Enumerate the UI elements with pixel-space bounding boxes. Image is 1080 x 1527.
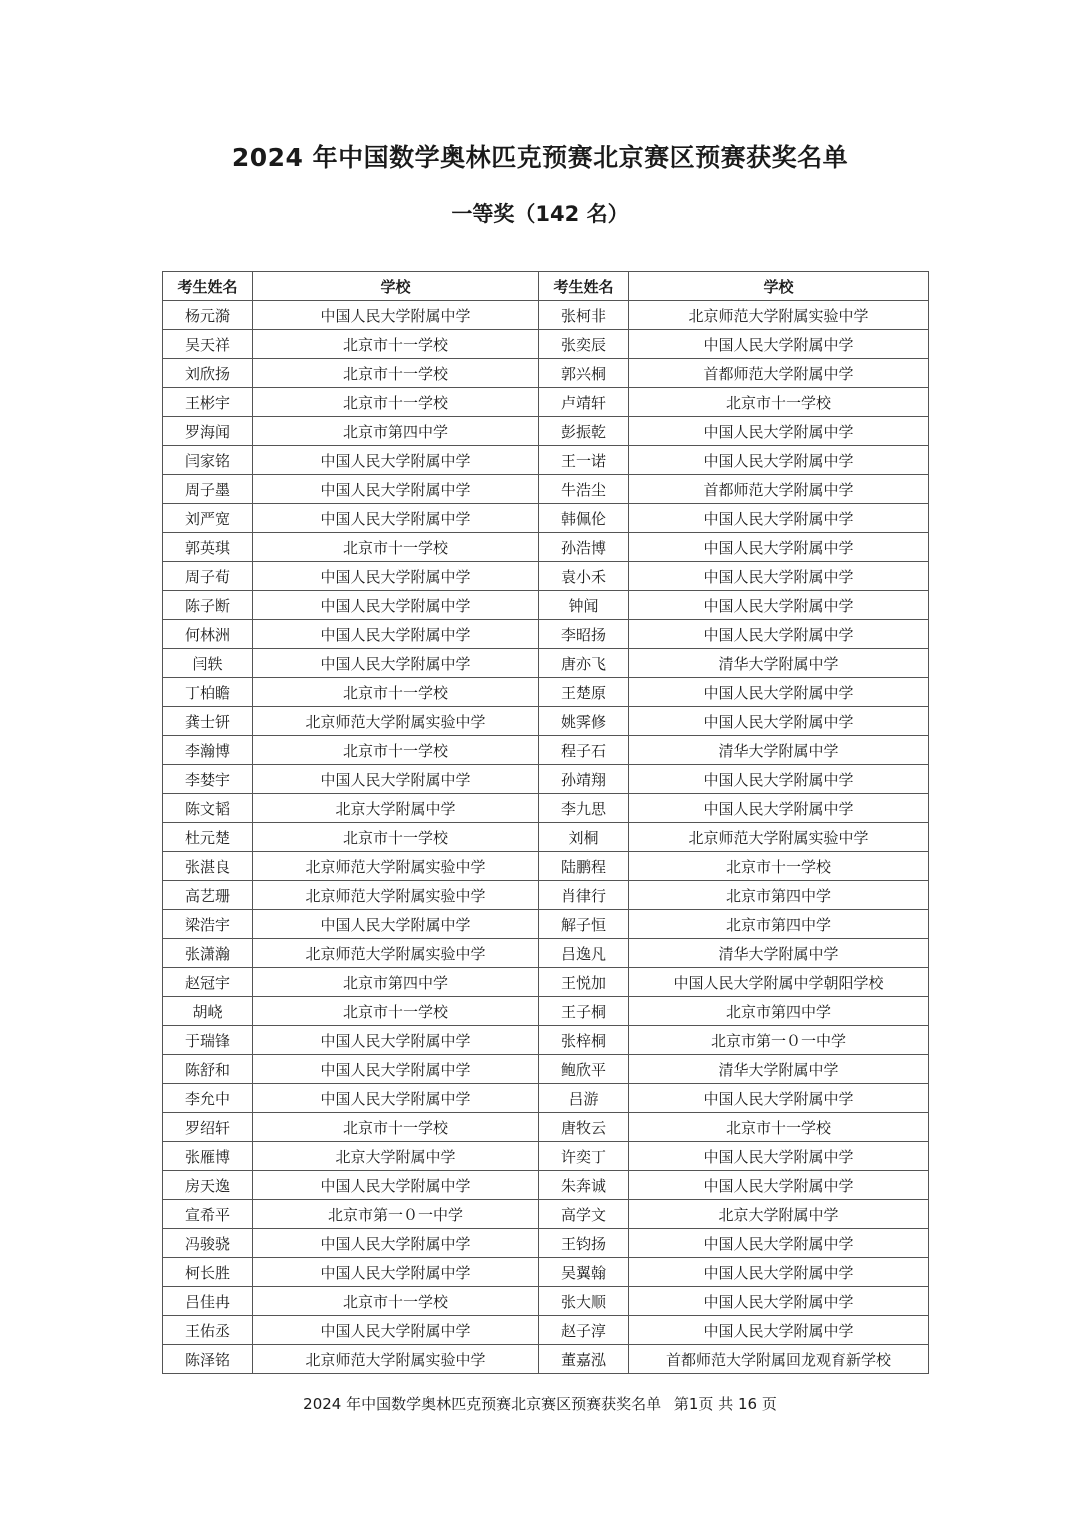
cell-name-right: 王悦加: [539, 968, 629, 997]
cell-school-right: 北京市十一学校: [629, 388, 929, 417]
cell-name-left: 张雁博: [163, 1142, 253, 1171]
cell-name-right: 吕游: [539, 1084, 629, 1113]
table-row: [163, 1229, 929, 1258]
cell-school-left: 北京市十一学校: [253, 388, 539, 417]
cell-school-left: 北京市第一０一中学: [253, 1200, 539, 1229]
cell-school-left: 北京师范大学附属实验中学: [253, 852, 539, 881]
table-row: [163, 678, 929, 707]
cell-school-right: 清华大学附属中学: [629, 939, 929, 968]
cell-name-right: 李昭扬: [539, 620, 629, 649]
cell-school-right: 清华大学附属中学: [629, 649, 929, 678]
cell-school-left: 中国人民大学附属中学: [253, 504, 539, 533]
cell-school-right: 清华大学附属中学: [629, 1055, 929, 1084]
cell-name-left: 张湛良: [163, 852, 253, 881]
cell-name-left: 宣希平: [163, 1200, 253, 1229]
cell-school-left: 中国人民大学附属中学: [253, 1229, 539, 1258]
cell-school-left: 中国人民大学附属中学: [253, 1084, 539, 1113]
table-row: [163, 1200, 929, 1229]
cell-school-left: 北京大学附属中学: [253, 1142, 539, 1171]
cell-school-right: 中国人民大学附属中学: [629, 1258, 929, 1287]
cell-school-right: 中国人民大学附属中学: [629, 533, 929, 562]
table-row: [163, 620, 929, 649]
table-row: [163, 997, 929, 1026]
cell-name-left: 柯长胜: [163, 1258, 253, 1287]
cell-school-right: 北京市第四中学: [629, 910, 929, 939]
cell-school-right: 中国人民大学附属中学: [629, 1287, 929, 1316]
cell-school-left: 中国人民大学附属中学: [253, 1258, 539, 1287]
cell-name-right: 朱奔诚: [539, 1171, 629, 1200]
cell-name-left: 杜元楚: [163, 823, 253, 852]
cell-school-left: 中国人民大学附属中学: [253, 475, 539, 504]
cell-name-left: 刘严宽: [163, 504, 253, 533]
cell-school-right: 中国人民大学附属中学: [629, 330, 929, 359]
cell-name-left: 冯骏骁: [163, 1229, 253, 1258]
cell-school-right: 中国人民大学附属中学: [629, 417, 929, 446]
table-row: [163, 910, 929, 939]
cell-name-left: 周子荀: [163, 562, 253, 591]
cell-name-left: 周子墨: [163, 475, 253, 504]
cell-school-left: 中国人民大学附属中学: [253, 446, 539, 475]
table-row: [163, 417, 929, 446]
cell-name-right: 程子石: [539, 736, 629, 765]
cell-school-right: 中国人民大学附属中学: [629, 678, 929, 707]
cell-school-left: 中国人民大学附属中学: [253, 1171, 539, 1200]
cell-school-left: 北京市十一学校: [253, 1287, 539, 1316]
cell-name-left: 丁柏瞻: [163, 678, 253, 707]
cell-name-left: 张潇瀚: [163, 939, 253, 968]
table-row: [163, 591, 929, 620]
header-name-left: 考生姓名: [163, 272, 253, 301]
table-row: [163, 1142, 929, 1171]
table-row: [163, 388, 929, 417]
table-row: [163, 852, 929, 881]
table-row: [163, 301, 929, 330]
cell-name-left: 赵冠宇: [163, 968, 253, 997]
cell-name-left: 杨元漪: [163, 301, 253, 330]
cell-name-right: 吕逸凡: [539, 939, 629, 968]
cell-school-left: 北京市第四中学: [253, 417, 539, 446]
page-footer: [0, 1393, 1080, 1414]
cell-name-left: 何林洲: [163, 620, 253, 649]
cell-name-right: 王一诺: [539, 446, 629, 475]
cell-school-left: 北京市十一学校: [253, 359, 539, 388]
cell-name-left: 陈子断: [163, 591, 253, 620]
cell-school-left: 北京市十一学校: [253, 736, 539, 765]
table-row: [163, 736, 929, 765]
table-row: [163, 504, 929, 533]
footer-doc-title: 2024 年中国数学奥林匹克预赛北京赛区预赛获奖名单: [303, 1395, 662, 1413]
awards-table: [162, 271, 929, 1374]
table-row: [163, 1113, 929, 1142]
cell-name-left: 王佑丞: [163, 1316, 253, 1345]
cell-school-right: 中国人民大学附属中学: [629, 1171, 929, 1200]
table-row: [163, 649, 929, 678]
cell-school-right: 北京大学附属中学: [629, 1200, 929, 1229]
table-row: [163, 707, 929, 736]
table-row: [163, 1026, 929, 1055]
cell-school-left: 中国人民大学附属中学: [253, 1316, 539, 1345]
cell-name-right: 唐亦飞: [539, 649, 629, 678]
table-row: [163, 1055, 929, 1084]
table-row: [163, 794, 929, 823]
cell-school-left: 北京大学附属中学: [253, 794, 539, 823]
table-row: [163, 1287, 929, 1316]
table-row: [163, 562, 929, 591]
cell-school-right: 中国人民大学附属中学: [629, 1142, 929, 1171]
table-row: [163, 359, 929, 388]
cell-school-left: 北京师范大学附属实验中学: [253, 1345, 539, 1374]
cell-school-right: 首都师范大学附属中学: [629, 475, 929, 504]
cell-name-right: 王子桐: [539, 997, 629, 1026]
cell-name-right: 刘桐: [539, 823, 629, 852]
table-row: [163, 475, 929, 504]
cell-school-right: 中国人民大学附属中学: [629, 446, 929, 475]
cell-school-left: 北京市第四中学: [253, 968, 539, 997]
cell-name-right: 孙靖翔: [539, 765, 629, 794]
cell-name-right: 钟闻: [539, 591, 629, 620]
cell-name-left: 李婪宇: [163, 765, 253, 794]
cell-name-left: 高艺珊: [163, 881, 253, 910]
cell-name-left: 罗绍轩: [163, 1113, 253, 1142]
table-row: [163, 1345, 929, 1374]
cell-name-right: 董嘉泓: [539, 1345, 629, 1374]
cell-school-right: 中国人民大学附属中学: [629, 765, 929, 794]
cell-school-right: 北京市第四中学: [629, 881, 929, 910]
cell-school-left: 北京师范大学附属实验中学: [253, 881, 539, 910]
header-school-left: 学校: [253, 272, 539, 301]
cell-name-right: 张梓桐: [539, 1026, 629, 1055]
footer-page-info: 第1页 共 16 页: [673, 1395, 777, 1413]
table-row: [163, 1258, 929, 1287]
cell-name-right: 许奕丁: [539, 1142, 629, 1171]
cell-school-right: 北京市十一学校: [629, 1113, 929, 1142]
table-row: [163, 446, 929, 475]
cell-name-left: 房天逸: [163, 1171, 253, 1200]
cell-name-left: 龚士钘: [163, 707, 253, 736]
cell-name-left: 王彬宇: [163, 388, 253, 417]
cell-name-right: 郭兴桐: [539, 359, 629, 388]
cell-name-right: 袁小禾: [539, 562, 629, 591]
cell-name-right: 王钧扬: [539, 1229, 629, 1258]
table-header-row: [163, 272, 929, 301]
cell-school-left: 北京师范大学附属实验中学: [253, 939, 539, 968]
cell-school-left: 中国人民大学附属中学: [253, 301, 539, 330]
cell-name-left: 李瀚博: [163, 736, 253, 765]
cell-school-right: 中国人民大学附属中学: [629, 707, 929, 736]
cell-name-right: 彭振乾: [539, 417, 629, 446]
cell-school-right: 中国人民大学附属中学: [629, 591, 929, 620]
cell-school-left: 北京市十一学校: [253, 997, 539, 1026]
cell-school-left: 北京市十一学校: [253, 1113, 539, 1142]
table-row: [163, 939, 929, 968]
cell-school-left: 中国人民大学附属中学: [253, 591, 539, 620]
table-row: [163, 1084, 929, 1113]
cell-name-right: 张柯非: [539, 301, 629, 330]
cell-school-left: 中国人民大学附属中学: [253, 765, 539, 794]
cell-name-left: 陈舒和: [163, 1055, 253, 1084]
cell-school-left: 北京师范大学附属实验中学: [253, 707, 539, 736]
cell-name-left: 胡峣: [163, 997, 253, 1026]
table-row: [163, 881, 929, 910]
cell-name-right: 姚霁修: [539, 707, 629, 736]
cell-school-right: 中国人民大学附属中学: [629, 620, 929, 649]
cell-name-left: 陈文韬: [163, 794, 253, 823]
table-row: [163, 823, 929, 852]
table-row: [163, 330, 929, 359]
cell-school-left: 北京市十一学校: [253, 823, 539, 852]
cell-school-right: 北京师范大学附属实验中学: [629, 823, 929, 852]
cell-name-left: 闫家铭: [163, 446, 253, 475]
cell-school-right: 中国人民大学附属中学: [629, 794, 929, 823]
cell-name-right: 肖律行: [539, 881, 629, 910]
table-row: [163, 1316, 929, 1345]
cell-school-right: 北京市十一学校: [629, 852, 929, 881]
cell-school-left: 中国人民大学附属中学: [253, 1026, 539, 1055]
cell-school-right: 中国人民大学附属中学: [629, 562, 929, 591]
cell-school-right: 首都师范大学附属回龙观育新学校: [629, 1345, 929, 1374]
cell-school-left: 中国人民大学附属中学: [253, 910, 539, 939]
cell-name-right: 张奕辰: [539, 330, 629, 359]
cell-school-left: 北京市十一学校: [253, 533, 539, 562]
cell-name-right: 高学文: [539, 1200, 629, 1229]
cell-name-left: 郭英琪: [163, 533, 253, 562]
cell-school-left: 中国人民大学附属中学: [253, 1055, 539, 1084]
cell-name-left: 陈泽铭: [163, 1345, 253, 1374]
cell-name-right: 牛浩尘: [539, 475, 629, 504]
cell-name-left: 吕佳冉: [163, 1287, 253, 1316]
cell-school-right: 中国人民大学附属中学: [629, 1229, 929, 1258]
cell-name-right: 吴翼翰: [539, 1258, 629, 1287]
cell-name-left: 李允中: [163, 1084, 253, 1113]
cell-name-right: 陆鹏程: [539, 852, 629, 881]
cell-school-left: 中国人民大学附属中学: [253, 562, 539, 591]
cell-name-right: 韩佩伦: [539, 504, 629, 533]
cell-school-left: 中国人民大学附属中学: [253, 620, 539, 649]
cell-school-right: 北京师范大学附属实验中学: [629, 301, 929, 330]
table-row: [163, 968, 929, 997]
cell-school-right: 中国人民大学附属中学朝阳学校: [629, 968, 929, 997]
table-row: [163, 533, 929, 562]
cell-name-left: 刘欣扬: [163, 359, 253, 388]
cell-name-left: 于瑞锋: [163, 1026, 253, 1055]
cell-name-right: 唐牧云: [539, 1113, 629, 1142]
cell-name-right: 解子恒: [539, 910, 629, 939]
document-title: 2024 年中国数学奥林匹克预赛北京赛区预赛获奖名单: [231, 143, 849, 172]
cell-school-right: 北京市第四中学: [629, 997, 929, 1026]
cell-name-right: 王楚原: [539, 678, 629, 707]
awards-table-body: [163, 301, 929, 1374]
header-name-right: 考生姓名: [539, 272, 629, 301]
cell-school-left: 中国人民大学附属中学: [253, 649, 539, 678]
cell-name-left: 梁浩宇: [163, 910, 253, 939]
cell-name-left: 罗海闻: [163, 417, 253, 446]
cell-name-right: 赵子淳: [539, 1316, 629, 1345]
cell-name-right: 孙浩博: [539, 533, 629, 562]
cell-school-right: 中国人民大学附属中学: [629, 1316, 929, 1345]
cell-name-right: 鲍欣平: [539, 1055, 629, 1084]
cell-name-left: 闫轶: [163, 649, 253, 678]
table-row: [163, 765, 929, 794]
cell-school-right: 首都师范大学附属中学: [629, 359, 929, 388]
award-level-subtitle: 一等奖（142 名）: [451, 202, 629, 226]
table-row: [163, 1171, 929, 1200]
cell-school-right: 北京市第一０一中学: [629, 1026, 929, 1055]
cell-school-left: 北京市十一学校: [253, 330, 539, 359]
cell-school-right: 中国人民大学附属中学: [629, 1084, 929, 1113]
cell-school-left: 北京市十一学校: [253, 678, 539, 707]
cell-school-right: 清华大学附属中学: [629, 736, 929, 765]
cell-name-right: 李九思: [539, 794, 629, 823]
header-school-right: 学校: [629, 272, 929, 301]
cell-name-right: 卢靖轩: [539, 388, 629, 417]
cell-name-right: 张大顺: [539, 1287, 629, 1316]
cell-school-right: 中国人民大学附属中学: [629, 504, 929, 533]
cell-name-left: 吴天祥: [163, 330, 253, 359]
